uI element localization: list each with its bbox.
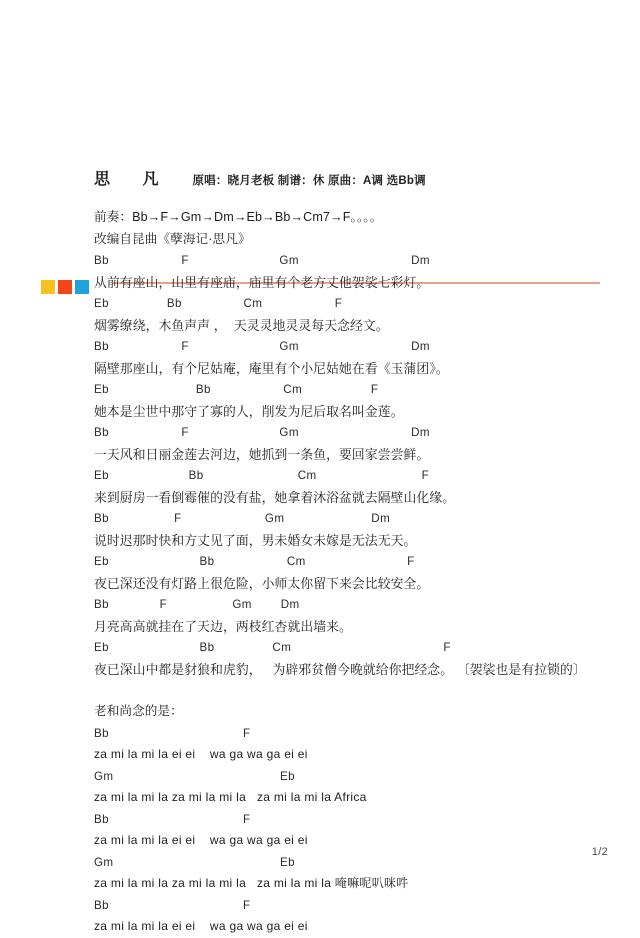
lyric-line: 烟雾缭绕，木鱼声声 ， 天灵灵地灵灵每天念经文。 [94,317,389,333]
song-credits: 原唱：晓月老板 制谱：休 原曲：A调 选Bb调 [192,175,426,187]
verse-block [94,336,614,379]
lyric-line: 隔壁那座山，有个尼姑庵，庵里有个小尼姑她在看《玉蒲团》。 [94,360,449,376]
chord-line: Eb Bb Cm F [94,383,379,396]
verse-list [94,250,614,680]
chord-line: Eb Bb Cm F [94,641,451,654]
verse-block [94,637,614,680]
chord-line: Eb Bb Cm F [94,555,415,568]
chord-line: Eb Bb Cm F [94,469,430,482]
chord-line: Gm Eb [94,855,296,869]
chord-line: Bb F [94,726,251,740]
source-line: 改编自昆曲《孽海记·思凡》 [94,231,251,246]
verse-block [94,379,614,422]
swatch-blue [75,280,89,294]
chord-line: Bb F [94,812,251,826]
lyric-line: 她本是尘世中那守了寡的人，削发为尼后取名叫金莲。 [94,403,404,419]
lyric-line: 月亮高高就挂在了天边，两枝红杏就出墙来。 [94,618,352,634]
chorus-text-line: za mi la mi la za mi la mi la za mi la mi la Africa [94,790,367,804]
chord-line: Bb F Gm Dm [94,598,300,611]
chord-line: Bb F [94,898,251,912]
chorus-text-line: za mi la mi la ei ei wa ga wa ga ei ei [94,747,308,761]
lyric-line: 来到厨房一看倒霉催的没有盐，她拿着沐浴盆就去隔壁山化缘。 [94,489,456,505]
verse-block [94,422,614,465]
chorus-section [94,701,614,938]
chorus-text-line: za mi la mi la za mi la mi la za mi la mi la 唵嘛呢叭咪吽 [94,876,409,890]
swatch-red [58,280,72,294]
lyric-line: 一天风和日丽金莲去河边，她抓到一条鱼，要回家尝尝鲜。 [94,446,430,462]
lyric-line: 夜已深还没有灯路上很危险，小师太你留下来会比较安全。 [94,575,430,591]
verse-block [94,551,614,594]
title-row [94,166,426,189]
chorus-block [94,852,614,895]
lyric-line: 从前有座山，山里有座庙，庙里有个老方丈他袈裟七彩灯。 [94,274,430,290]
chord-line: Bb F Gm Dm [94,254,430,267]
song-title: 思 凡 [94,171,173,188]
lyric-line: 说时迟那时快和方丈见了面，男未婚女未嫁是无法无天。 [94,532,417,548]
chorus-text-line: za mi la mi la ei ei wa ga wa ga ei ei [94,919,308,933]
verse-block [94,508,614,551]
section-spacer [94,680,614,701]
chorus-text-line: za mi la mi la ei ei wa ga wa ga ei ei [94,833,308,847]
prelude-line: 前奏：Bb→F→Gm→Dm→Eb→Bb→Cm7→F。。。。 [94,210,383,224]
chorus-block [94,895,614,938]
verse-block [94,594,614,637]
verse-block [94,293,614,336]
page-number: 1/2 [591,846,608,858]
chorus-block [94,809,614,852]
chord-line: Eb Bb Cm F [94,297,343,310]
verse-block [94,465,614,508]
color-swatch-group [41,280,89,294]
chorus-block [94,723,614,766]
chord-line: Bb F Gm Dm [94,512,391,525]
lyric-line: 夜已深山中都是豺狼和虎豹， 为辟邪贫僧今晚就给你把经念。 〔袈裟也是有拉锁的〕 [94,661,586,677]
swatch-yellow [41,280,55,294]
verse-block [94,250,614,293]
chorus-block [94,766,614,809]
chorus-intro-line: 老和尚念的是： [94,704,183,718]
chord-line: Bb F Gm Dm [94,340,430,353]
sheet-body [94,207,614,938]
chord-line: Gm Eb [94,769,296,783]
chord-line: Bb F Gm Dm [94,426,430,439]
